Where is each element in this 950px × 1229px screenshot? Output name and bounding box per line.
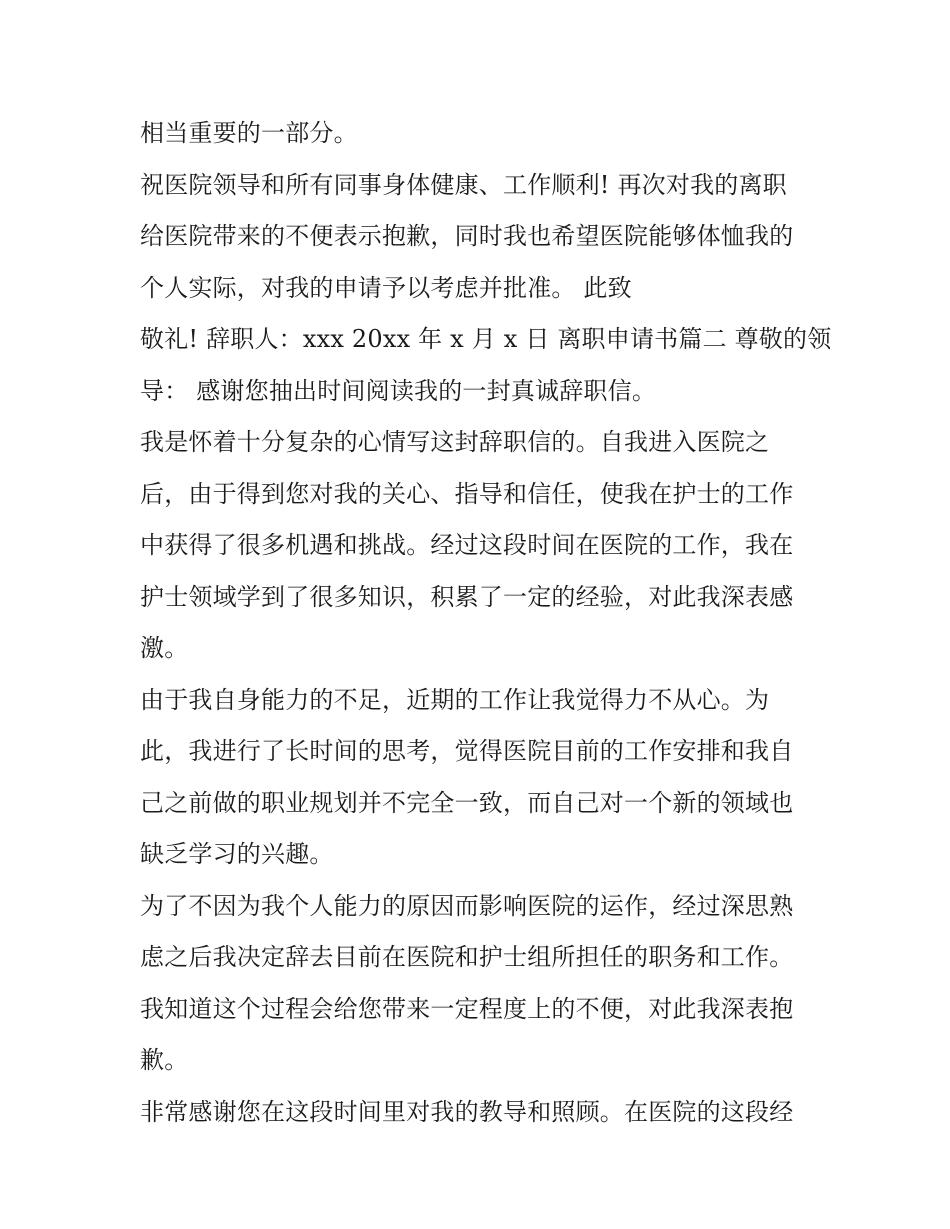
text-line: 护士领域学到了很多知识，积累了一定的经验，对此我深表感	[140, 582, 794, 611]
text-line: 我知道这个过程会给您带来一定程度上的不便，对此我深表抱	[140, 994, 794, 1023]
text-line: 祝医院领导和所有同事身体健康、工作顺利! 再次对我的离职	[140, 170, 787, 199]
text-line: 给医院带来的不便表示抱歉，同时我也希望医院能够体恤我的	[140, 222, 794, 250]
text-line: 为了不因为我个人能力的原因而影响医院的运作，经过深思熟	[140, 891, 794, 920]
text-line: 虑之后我决定辞去目前在医院和护士组所担任的职务和工作。	[140, 943, 794, 971]
text-line: 己之前做的职业规划并不完全一致，而自己对一个新的领域也	[140, 788, 794, 817]
text-line: 敬礼! 辞职人：xxx 20xx 年 x 月 x 日 离职申请书篇二 尊敬的领	[140, 325, 832, 353]
text-line: 缺乏学习的兴趣。	[140, 840, 334, 868]
text-line: 非常感谢您在这段时间里对我的教导和照顾。在医院的这段经	[140, 1097, 794, 1126]
text-line: 此，我进行了长时间的思考，觉得医院目前的工作安排和我自	[140, 737, 794, 765]
text-line: 我是怀着十分复杂的心情写这封辞职信的。自我进入医院之	[140, 428, 770, 456]
text-line: 相当重要的一部分。	[140, 119, 358, 147]
text-line: 激。	[140, 634, 189, 662]
text-line: 导： 感谢您抽出时间阅读我的一封真诚辞职信。	[140, 376, 657, 405]
text-line: 歉。	[140, 1046, 189, 1074]
text-line: 中获得了很多机遇和挑战。经过这段时间在医院的工作，我在	[140, 531, 794, 559]
text-line: 后，由于得到您对我的关心、指导和信任，使我在护士的工作	[140, 479, 794, 508]
letter-body	[140, 108, 832, 1138]
text-line: 由于我自身能力的不足，近期的工作让我觉得力不从心。为	[140, 685, 770, 714]
text-line: 个人实际，对我的申请予以考虑并批准。 此致	[140, 273, 632, 302]
